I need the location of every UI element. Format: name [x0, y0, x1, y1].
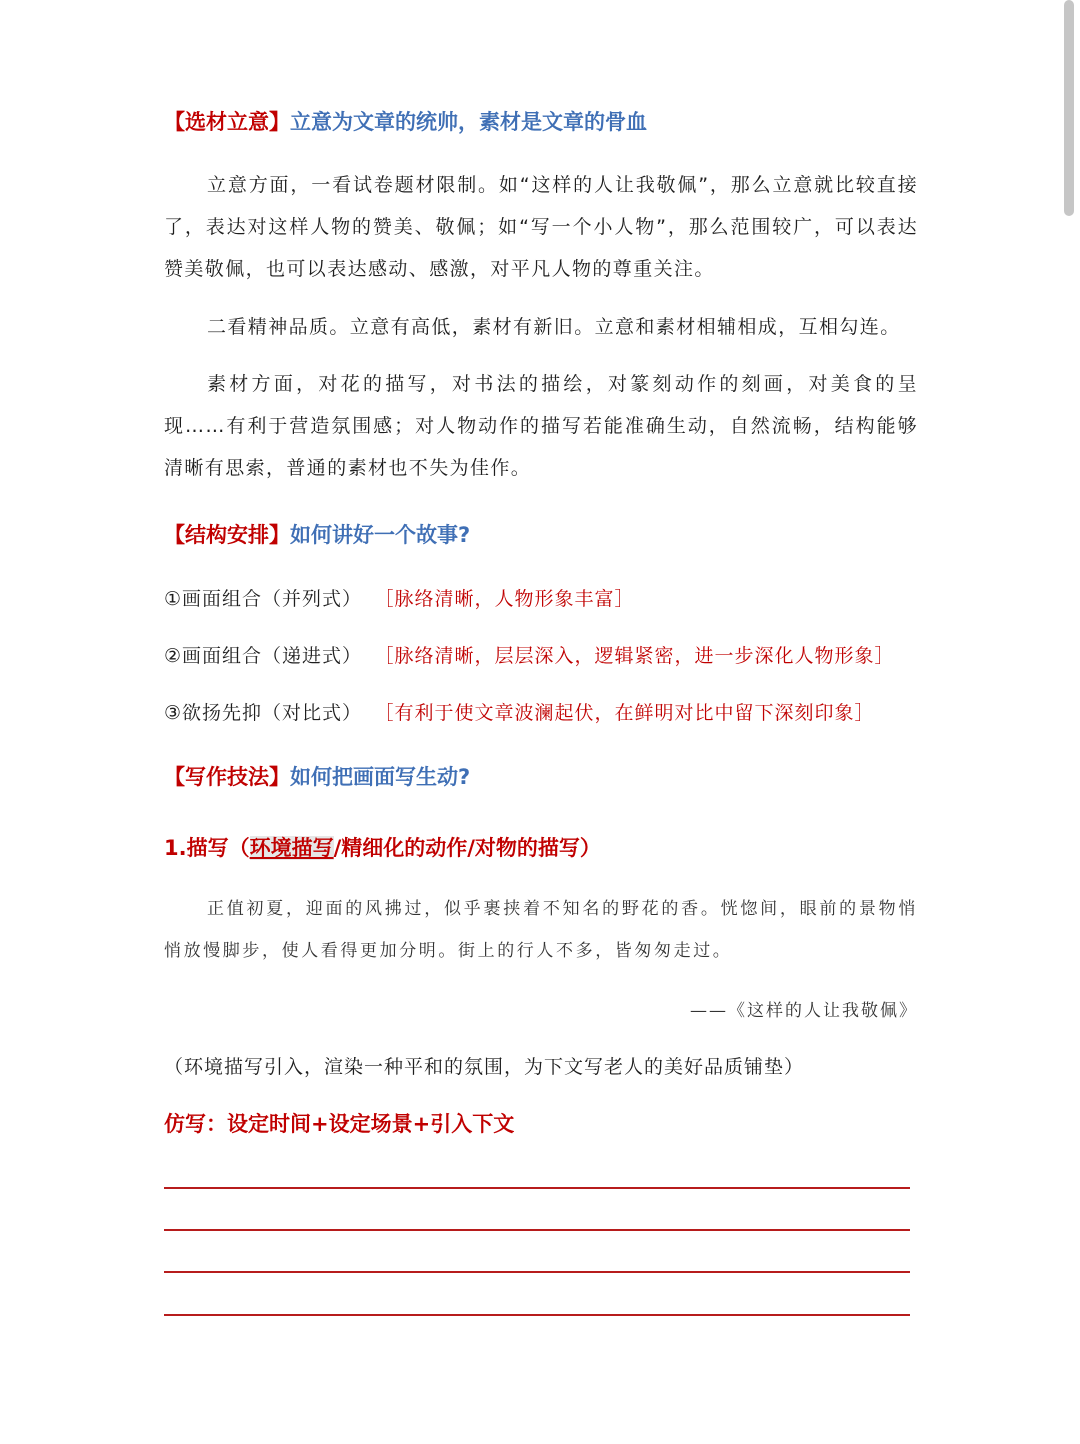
- item-label: ②画面组合（递进式）: [164, 645, 363, 667]
- section-heading-technique: [164, 761, 470, 791]
- list-item: [164, 584, 635, 611]
- paragraph: 立意方面，一看试卷题材限制。如“这样的人让我敬佩”，那么立意就比较直接了，表达对这样人物的赞美、敬佩；如“写一个小人物”，那么范围较广，可以表达赞美敬佩，也可以表达感动、感激，对平凡人物的尊重关注。: [164, 174, 918, 280]
- writing-line[interactable]: [164, 1187, 910, 1189]
- heading-bracket: 【结构安排】: [164, 523, 290, 547]
- list-item: [164, 641, 895, 668]
- heading-title: 立意为文章的统帅，素材是文章的骨血: [290, 110, 647, 134]
- section-heading-material: [164, 106, 647, 136]
- subheading-prefix: 1.描写（: [164, 836, 250, 860]
- scrollbar[interactable]: [1062, 0, 1076, 1444]
- subheading-description: [164, 832, 601, 862]
- paragraph: 二看精神品质。立意有高低，素材有新旧。立意和素材相辅相成，互相勾连。: [207, 316, 901, 338]
- excerpt: 正值初夏，迎面的风拂过，似乎裹挟着不知名的野花的香。恍惚间，眼前的景物悄悄放慢脚步，使人看得更加分明。街上的行人不多，皆匆匆走过。: [164, 899, 918, 961]
- heading-title: 如何把画面写生动?: [290, 765, 471, 789]
- section-heading-structure: [164, 519, 470, 549]
- item-note: ［脉络清晰，人物形象丰富］: [384, 588, 635, 610]
- item-note: ［有利于使文章波澜起伏，在鲜明对比中留下深刻印象］: [384, 702, 875, 724]
- excerpt-comment: （环境描写引入，渲染一种平和的氛围，为下文写老人的美好品质铺垫）: [164, 1056, 805, 1078]
- list-item: [164, 698, 875, 725]
- subheading-rest: /精细化的动作/对物的描写）: [333, 836, 601, 860]
- writing-line[interactable]: [164, 1314, 910, 1316]
- paragraph: 素材方面，对花的描写，对书法的描绘，对篆刻动作的刻画，对美食的呈现……有利于营造氛围感；对人物动作的描写若能准确生动，自然流畅，结构能够清晰有思索，普通的素材也不失为佳作。: [164, 373, 918, 479]
- excerpt-source: ——《这样的人让我敬佩》: [690, 1001, 918, 1021]
- item-label: ①画面组合（并列式）: [164, 588, 363, 610]
- item-label: ③欲扬先抑（对比式）: [164, 702, 363, 724]
- writing-line[interactable]: [164, 1271, 910, 1273]
- heading-bracket: 【写作技法】: [164, 765, 290, 789]
- writing-line[interactable]: [164, 1229, 910, 1231]
- heading-bracket: 【选材立意】: [164, 110, 290, 134]
- item-note: ［脉络清晰，层层深入，逻辑紧密，进一步深化人物形象］: [384, 645, 895, 667]
- scrollbar-thumb[interactable]: [1064, 0, 1074, 216]
- heading-title: 如何讲好一个故事?: [290, 523, 471, 547]
- imitation-prompt: 仿写：设定时间+设定场景+引入下文: [164, 1112, 515, 1136]
- highlighted-term: 环境描写: [249, 836, 334, 860]
